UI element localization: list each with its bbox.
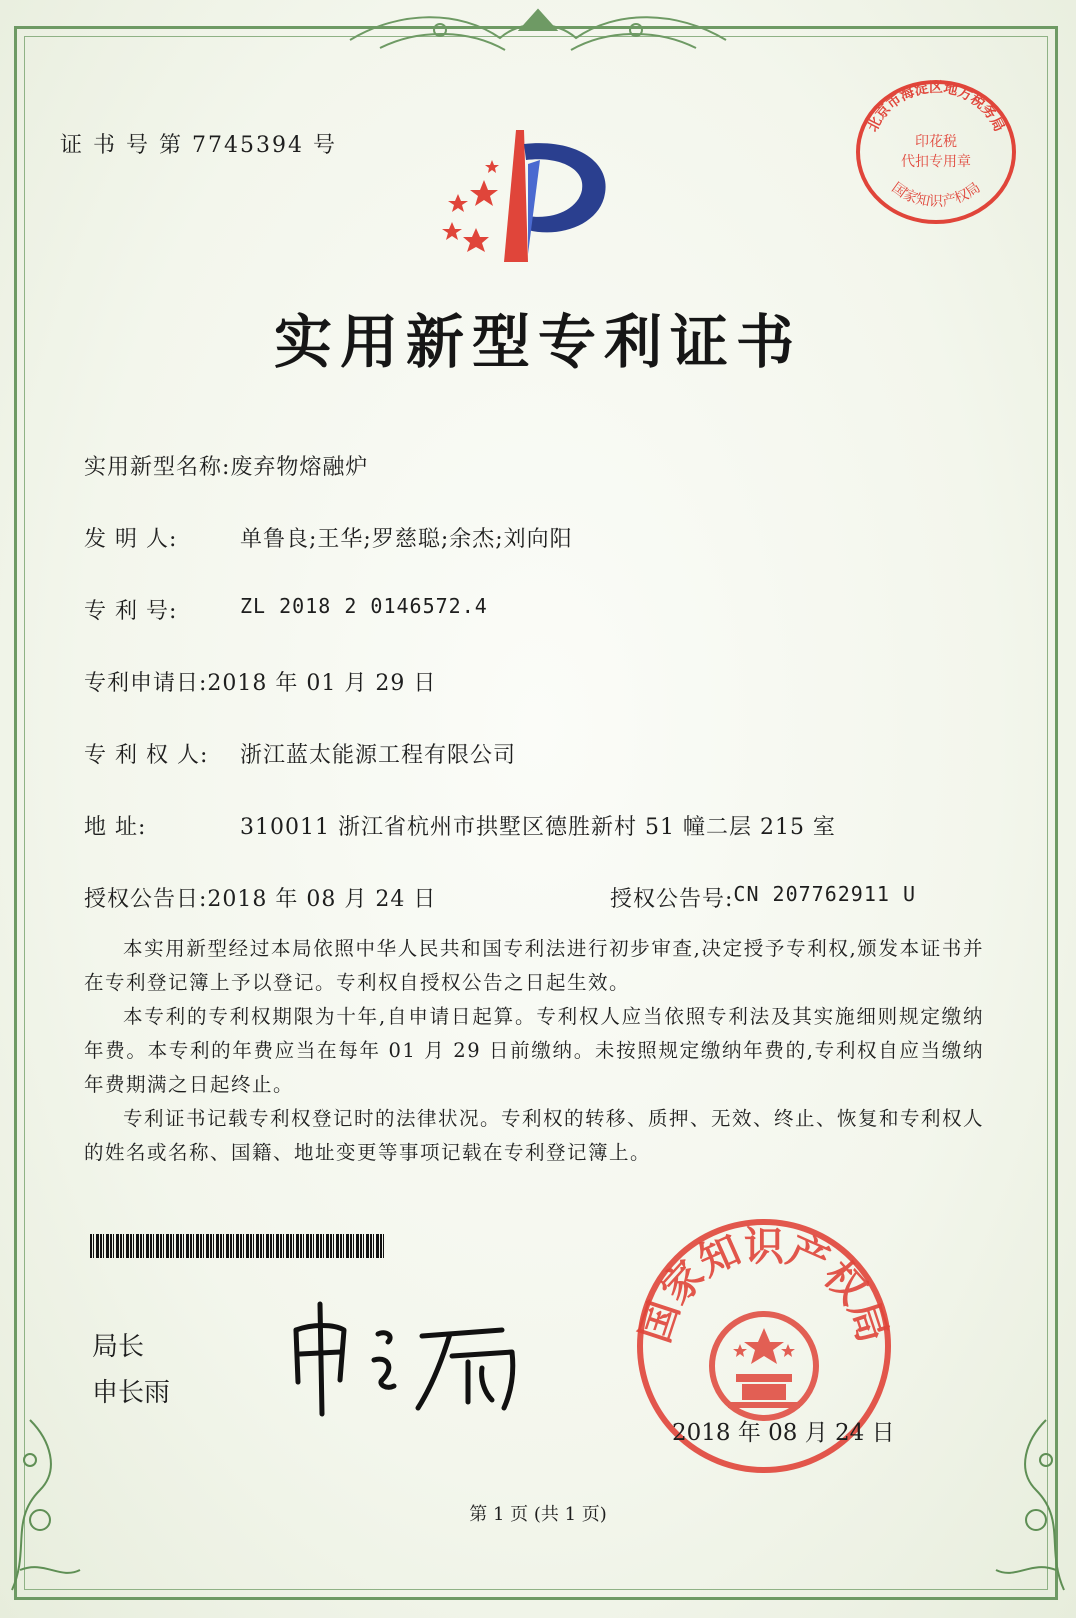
field-patent-number [84,594,488,625]
certificate-body [84,932,984,1170]
field-label: 专 利 权 人: [84,743,209,768]
field-label: 专利申请日: [84,671,208,696]
barcode [90,1234,386,1258]
field-label: 专 利 号: [84,599,178,624]
field-address [84,810,836,841]
certificate-number: 证 书 号 第 7745394 号 [60,133,337,158]
page-number: 第 1 页 (共 1 页) [469,1504,607,1525]
field-value: 310011 浙江省杭州市拱墅区德胜新村 51 幢二层 215 室 [240,815,836,840]
field-value: 单鲁良;王华;罗慈聪;余杰;刘向阳 [240,527,573,552]
field-value: ZL 2018 2 0146572.4 [240,594,488,618]
field-label: 授权公告号: [610,887,734,912]
seal-text: 国家知识产权局 [632,1224,896,1349]
tax-stamp-bottom-text: 国家知识产权局 [888,179,984,210]
field-application-date [84,666,436,697]
field-value: CN 207762911 U [733,882,916,906]
field-label: 实用新型名称: [84,455,231,480]
field-value: 浙江蓝太能源工程有限公司 [240,743,517,768]
certificate-title: 实用新型专利证书 [273,308,802,376]
body-paragraph-3: 专利证书记载专利权登记时的法律状况。专利权的转移、质押、无效、终止、恢复和专利权人的姓名或名称、国籍、地址变更等事项记载在专利登记簿上。 [84,1107,985,1164]
field-value: 2018 年 01 月 29 日 [207,671,437,696]
director-name: 申长雨 [92,1378,171,1408]
top-ornament [0,0,1076,80]
field-value: 废弃物熔融炉 [230,455,369,480]
tax-stamp-line2: 代扣专用章 [901,154,971,170]
field-label: 发 明 人: [84,527,178,552]
tax-stamp-line1: 印花税 [915,134,957,150]
tax-stamp [850,74,1022,224]
field-patentee [84,738,516,769]
field-label: 授权公告日: [84,887,208,912]
director-title: 局长 [92,1332,145,1362]
patent-office-logo [428,124,628,274]
field-grant-date [84,882,436,913]
svg-text:北京市海淀区地方税务局 [865,79,1007,134]
field-inventors [84,522,573,553]
svg-text:国家知识产权局 [888,180,983,210]
seal-date: 2018 年 08 月 24 日 [672,1420,895,1446]
field-grant-number [610,882,916,913]
handwritten-signature [282,1290,542,1420]
field-label: 地 址: [84,815,147,840]
body-paragraph-1: 本实用新型经过本局依照中华人民共和国专利法进行初步审查,决定授予专利权,颁发本证书并在专利登记簿上予以登记。专利权自授权公告之日起生效。 [84,937,984,994]
field-value: 2018 年 08 月 24 日 [207,887,437,912]
tax-stamp-ring-text: 北京市海淀区地方税务局 [864,80,1008,135]
body-paragraph-2: 本专利的专利权期限为十年,自申请日起算。专利权人应当依照专利法及其实施细则规定缴纳年费。本专利的年费应当在每年 01 月 29 日前缴纳。未按照规定缴纳年费的,专利权自应当缴纳年费期满之日起终止。 [84,1005,984,1096]
field-utility-model-name [84,450,368,481]
